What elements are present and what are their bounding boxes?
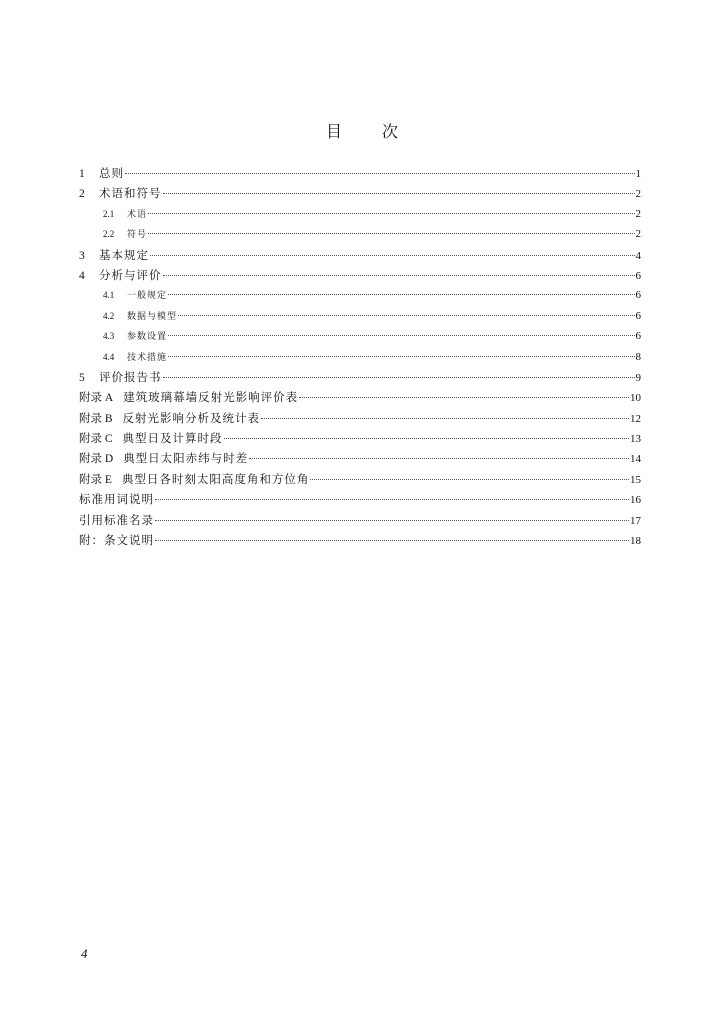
- title-char-1: 目: [325, 121, 342, 141]
- toc-entry-page: 6: [635, 330, 641, 343]
- toc-entry-label: 附：条文说明: [79, 533, 154, 548]
- toc-entry-number: 附录 A: [79, 392, 114, 405]
- toc-entry-label: 反射光影响分析及统计表: [122, 410, 261, 425]
- toc-entry-number: 4.3: [103, 331, 115, 342]
- dot-leader: [224, 438, 629, 439]
- toc-entry-number: 附录 C: [79, 433, 113, 446]
- toc-entry[interactable]: [79, 163, 641, 183]
- toc-entry-page: 17: [630, 514, 641, 527]
- toc-entry[interactable]: [79, 448, 641, 468]
- toc-entry[interactable]: [79, 204, 641, 224]
- toc-entry-label: 标准用词说明: [79, 492, 154, 507]
- dot-leader: [299, 397, 629, 398]
- toc-entry-number: 2.2: [103, 229, 115, 240]
- toc-entry-label: 典型日各时刻太阳高度角和方位角: [121, 471, 310, 486]
- toc-entry[interactable]: [79, 245, 641, 265]
- toc-entry[interactable]: [79, 224, 641, 244]
- toc-entry-label: 术语和符号: [99, 186, 162, 201]
- toc-entry[interactable]: [79, 265, 641, 285]
- toc-entry-page: 18: [630, 535, 641, 548]
- toc-entry-number: 5: [79, 371, 85, 384]
- toc-entry[interactable]: [79, 347, 641, 367]
- toc-entry-page: 2: [635, 228, 641, 241]
- toc-entry-label: 评价报告书: [99, 369, 162, 384]
- toc-entry-label: 数据与模型: [127, 311, 178, 322]
- dot-leader: [155, 520, 629, 521]
- dot-leader: [125, 173, 635, 174]
- toc-entry[interactable]: [79, 183, 641, 203]
- toc-entry-page: 8: [635, 350, 641, 363]
- toc-entry-page: 13: [630, 433, 641, 446]
- toc-entry[interactable]: [79, 326, 641, 346]
- toc-entry-number: 附录 E: [79, 473, 112, 486]
- dot-leader: [249, 458, 629, 459]
- toc-entry-page: 2: [635, 188, 641, 201]
- toc-entry-label: 典型日太阳赤纬与时差: [123, 451, 249, 466]
- toc-entry-page: 4: [635, 249, 641, 262]
- toc-entry-page: 15: [630, 473, 641, 486]
- toc-entry-label: 分析与评价: [99, 267, 162, 282]
- toc-entry-label: 技术措施: [127, 352, 168, 363]
- toc-entry[interactable]: [79, 387, 641, 407]
- toc-entry-label: 符号: [127, 230, 148, 241]
- toc-entry-page: 10: [630, 392, 641, 405]
- dot-leader: [148, 233, 634, 234]
- dot-leader: [150, 255, 635, 256]
- table-of-contents: [79, 163, 641, 550]
- toc-entry-page: 16: [630, 494, 641, 507]
- page-number: 4: [81, 946, 88, 961]
- toc-entry-number: 4: [79, 269, 85, 282]
- title-char-2: 次: [382, 121, 399, 141]
- toc-entry[interactable]: [79, 489, 641, 509]
- dot-leader: [168, 294, 634, 295]
- toc-entry-page: 1: [635, 168, 641, 180]
- dot-leader: [310, 479, 629, 480]
- dot-leader: [178, 315, 634, 316]
- toc-entry-number: 4.2: [103, 310, 115, 321]
- toc-entry[interactable]: [79, 469, 641, 489]
- toc-entry-number: 4.1: [103, 290, 115, 301]
- toc-entry-page: 6: [635, 269, 641, 282]
- toc-entry-number: 4.4: [103, 351, 115, 362]
- toc-entry-page: 9: [635, 371, 641, 384]
- toc-entry[interactable]: [79, 408, 641, 428]
- toc-entry[interactable]: [79, 285, 641, 305]
- dot-leader: [155, 499, 629, 500]
- toc-entry-label: 引用标准名录: [79, 512, 154, 527]
- toc-entry-number: 3: [79, 249, 85, 262]
- dot-leader: [168, 335, 634, 336]
- toc-entry-number: 附录 B: [79, 412, 113, 425]
- dot-leader: [163, 275, 635, 276]
- toc-entry-label: 术语: [127, 209, 148, 220]
- toc-entry[interactable]: [79, 428, 641, 448]
- dot-leader: [163, 193, 635, 194]
- toc-entry-page: 12: [630, 412, 641, 425]
- page-title: [0, 119, 724, 142]
- toc-entry-label: 一般规定: [127, 291, 168, 302]
- toc-entry-label: 参数设置: [127, 332, 168, 343]
- dot-leader: [261, 418, 629, 419]
- dot-leader: [155, 540, 629, 541]
- dot-leader: [148, 213, 634, 214]
- toc-entry-number: 附录 D: [79, 453, 114, 466]
- dot-leader: [163, 377, 635, 378]
- toc-entry[interactable]: [79, 367, 641, 387]
- toc-entry-number: 2.1: [103, 208, 115, 219]
- toc-entry-page: 2: [635, 207, 641, 220]
- toc-entry-label: 典型日及计算时段: [122, 431, 223, 446]
- toc-entry-page: 6: [635, 289, 641, 302]
- toc-entry-page: 14: [630, 453, 641, 466]
- toc-entry-label: 基本规定: [99, 247, 149, 262]
- toc-entry[interactable]: [79, 530, 641, 550]
- toc-entry-page: 6: [635, 309, 641, 322]
- toc-entry-number: 2: [79, 188, 85, 201]
- toc-entry[interactable]: [79, 510, 641, 530]
- toc-entry[interactable]: [79, 306, 641, 326]
- toc-entry-label: 建筑玻璃幕墙反射光影响评价表: [123, 390, 299, 405]
- toc-entry-number: 1: [79, 168, 85, 180]
- dot-leader: [168, 356, 634, 357]
- toc-entry-label: 总则: [99, 166, 124, 180]
